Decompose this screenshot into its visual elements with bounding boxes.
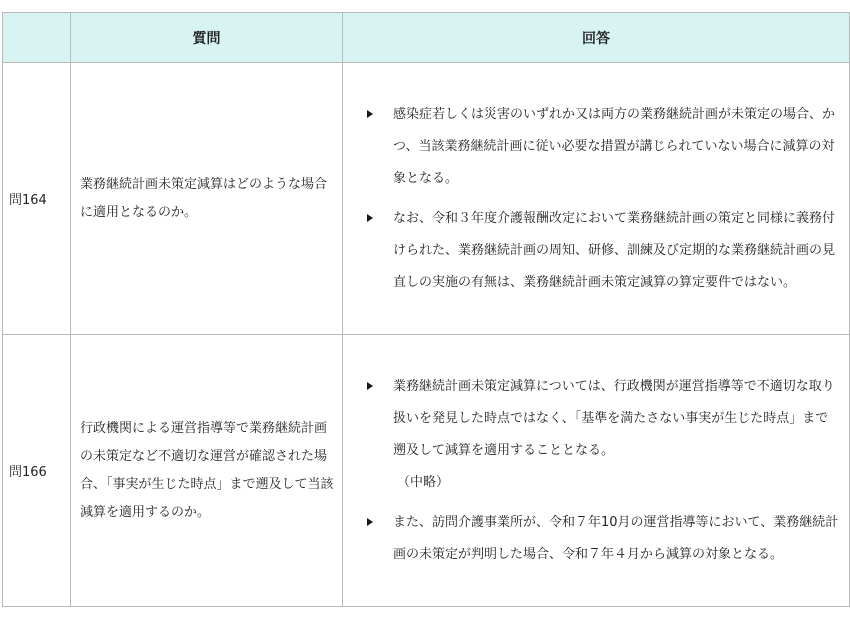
answer-item xyxy=(367,203,841,299)
question-number: 問166 xyxy=(3,335,71,607)
answer-text: また、訪問介護事業所が、令和７年10月の運営指導等において、業務継続計画の未策定が判明した場合、令和７年４月から減算の対象となる。 xyxy=(393,514,839,562)
triangle-bullet-icon xyxy=(367,214,373,222)
answer-cell xyxy=(343,63,850,335)
question-number: 問164 xyxy=(3,63,71,335)
answer-item xyxy=(367,507,841,571)
answer-text: 感染症若しくは災害のいずれか又は両方の業務継続計画が未策定の場合、かつ、当該業務継続計画に従い必要な措置が講じられていない場合に減算の対象となる。 xyxy=(393,106,836,186)
triangle-bullet-icon xyxy=(367,518,373,526)
header-question: 質問 xyxy=(71,13,343,63)
qa-table xyxy=(2,12,850,607)
answer-text: 業務継続計画未策定減算については、行政機関が運営指導等で不適切な取り扱いを発見した時点ではなく、「基準を満たさない事実が生じた時点」まで遡及して減算を適用することとなる。 xyxy=(393,378,835,458)
table-row xyxy=(3,335,850,607)
table-row xyxy=(3,63,850,335)
question-text: 業務継続計画未策定減算はどのような場合に適用となるのか。 xyxy=(71,63,343,335)
triangle-bullet-icon xyxy=(367,382,373,390)
question-text: 行政機関による運営指導等で業務継続計画の未策定など不適切な運営が確認された場合、「事実が生じた時点」まで遡及して当該減算を適用するのか。 xyxy=(71,335,343,607)
answer-item xyxy=(367,99,841,195)
answer-list xyxy=(367,99,841,299)
answer-cell xyxy=(343,335,850,607)
answer-list xyxy=(367,371,841,571)
triangle-bullet-icon xyxy=(367,110,373,118)
header-answer: 回答 xyxy=(343,13,850,63)
answer-text: なお、令和３年度介護報酬改定において業務継続計画の策定と同様に義務付けられた、業務継続計画の周知、研修、訓練及び定期的な業務継続計画の見直しの実施の有無は、業務継続計画未策定減算の算定要件ではない。 xyxy=(393,210,836,290)
header-number xyxy=(3,13,71,63)
answer-item xyxy=(367,371,841,499)
omission-note: （中略） xyxy=(397,474,450,490)
table-header-row xyxy=(3,13,850,63)
